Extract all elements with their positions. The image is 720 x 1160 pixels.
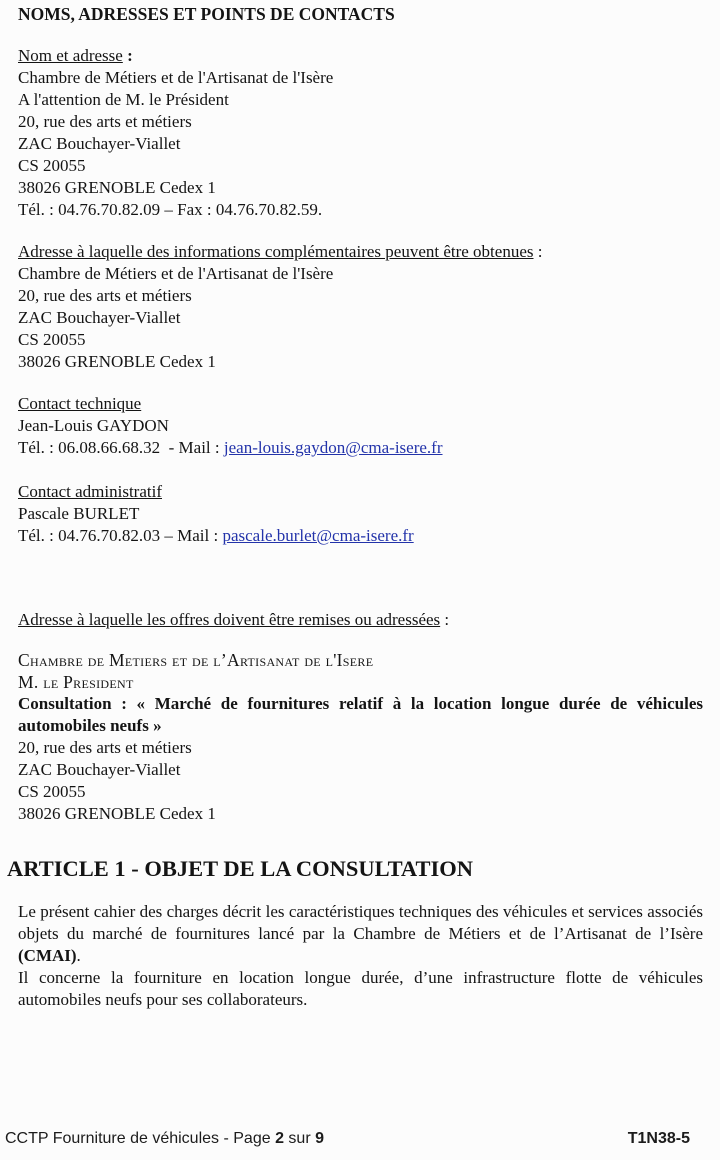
label-colon: : — [440, 610, 450, 629]
contact-tel-mail-row — [18, 437, 703, 459]
address-line: 20, rue des arts et métiers — [18, 112, 192, 131]
section-label-row — [18, 45, 703, 67]
section-label-row — [18, 609, 703, 631]
recipient-person: M. le President — [18, 672, 134, 692]
footer-page-number: 2 — [275, 1130, 284, 1147]
tel-prefix: Tél. : 06.08.66.68.32 - Mail : — [18, 438, 224, 457]
section-label-row — [18, 393, 703, 415]
address-line: Chambre de Métiers et de l'Artisanat de l'Isère — [18, 68, 334, 87]
address-line: CS 20055 — [18, 156, 86, 175]
section-label: Contact administratif — [18, 482, 162, 501]
footer-doc-label: CCTP Fourniture de véhicules - Page — [5, 1130, 276, 1147]
paragraph-text: . — [76, 946, 81, 965]
address-line: CS 20055 — [18, 330, 86, 349]
address-line: ZAC Bouchayer-Viallet — [18, 760, 181, 779]
tel-prefix: Tél. : 04.76.70.82.03 – Mail : — [18, 526, 223, 545]
section-label: Contact technique — [18, 394, 142, 413]
label-colon: : — [533, 242, 543, 261]
page-footer — [5, 1130, 690, 1148]
section-label-row — [18, 241, 703, 263]
address-line: Chambre de Métiers et de l'Artisanat de l'Isère — [18, 264, 334, 283]
section-infos-complementaires — [18, 241, 703, 373]
footer-separator: sur — [283, 1130, 316, 1147]
section-label: Adresse à laquelle des informations complémentaires peuvent être obtenues — [18, 242, 534, 261]
label-colon: : — [122, 46, 133, 65]
article-1-paragraph-1 — [18, 901, 703, 967]
contact-name: Pascale BURLET — [18, 504, 140, 523]
section-label: Nom et adresse — [18, 46, 123, 65]
section-contact-technique — [18, 393, 703, 459]
footer-left — [5, 1130, 324, 1148]
email-link[interactable]: pascale.burlet@cma-isere.fr — [222, 526, 414, 545]
address-line: 38026 GRENOBLE Cedex 1 — [18, 804, 216, 823]
cmai-abbreviation: (CMAI) — [18, 946, 77, 965]
page-title: NOMS, ADRESSES ET POINTS DE CONTACTS — [18, 4, 395, 24]
paragraph-text: Le présent cahier des charges décrit les caractéristiques techniques des véhicules et services associés objets du marché de fournitures lancé par la Chambre de Métiers et de l’Artisanat de l’Isère — [18, 902, 703, 943]
footer-reference-code: T1N38-5 — [627, 1130, 690, 1147]
article-1-paragraph-2: Il concerne la fourniture en location longue durée, d’une infrastructure flotte de véhicules automobiles neufs pour ses collaborateurs. — [18, 968, 703, 1009]
phone-fax-line: Tél. : 04.76.70.82.09 – Fax : 04.76.70.82.59. — [18, 200, 323, 219]
address-line: 38026 GRENOBLE Cedex 1 — [18, 352, 216, 371]
address-line: ZAC Bouchayer-Viallet — [18, 308, 181, 327]
footer-total-pages: 9 — [315, 1130, 324, 1147]
article-1-heading: ARTICLE 1 - OBJET DE LA CONSULTATION — [7, 856, 473, 881]
address-line: A l'attention de M. le Président — [18, 90, 229, 109]
address-line: 20, rue des arts et métiers — [18, 286, 192, 305]
recipient-org: Chambre de Metiers et de l’Artisanat de l'Isere — [18, 650, 374, 670]
email-link[interactable]: jean-louis.gaydon@cma-isere.fr — [223, 438, 443, 457]
consultation-title: Consultation : « Marché de fournitures relatif à la location longue durée de véhicules automobiles neufs » — [18, 694, 703, 735]
address-line: 20, rue des arts et métiers — [18, 738, 192, 757]
section-contact-administratif — [18, 481, 703, 547]
contact-tel-mail-row — [18, 525, 703, 547]
section-label: Adresse à laquelle les offres doivent être remises ou adressées — [18, 610, 441, 629]
address-line: 38026 GRENOBLE Cedex 1 — [18, 178, 216, 197]
address-line: CS 20055 — [18, 782, 86, 801]
section-nom-adresse — [18, 45, 703, 221]
contact-name: Jean-Louis GAYDON — [18, 416, 169, 435]
section-label-row — [18, 481, 703, 503]
recipient-block — [18, 649, 703, 825]
address-line: ZAC Bouchayer-Viallet — [18, 134, 181, 153]
section-remise-offres — [18, 609, 703, 825]
